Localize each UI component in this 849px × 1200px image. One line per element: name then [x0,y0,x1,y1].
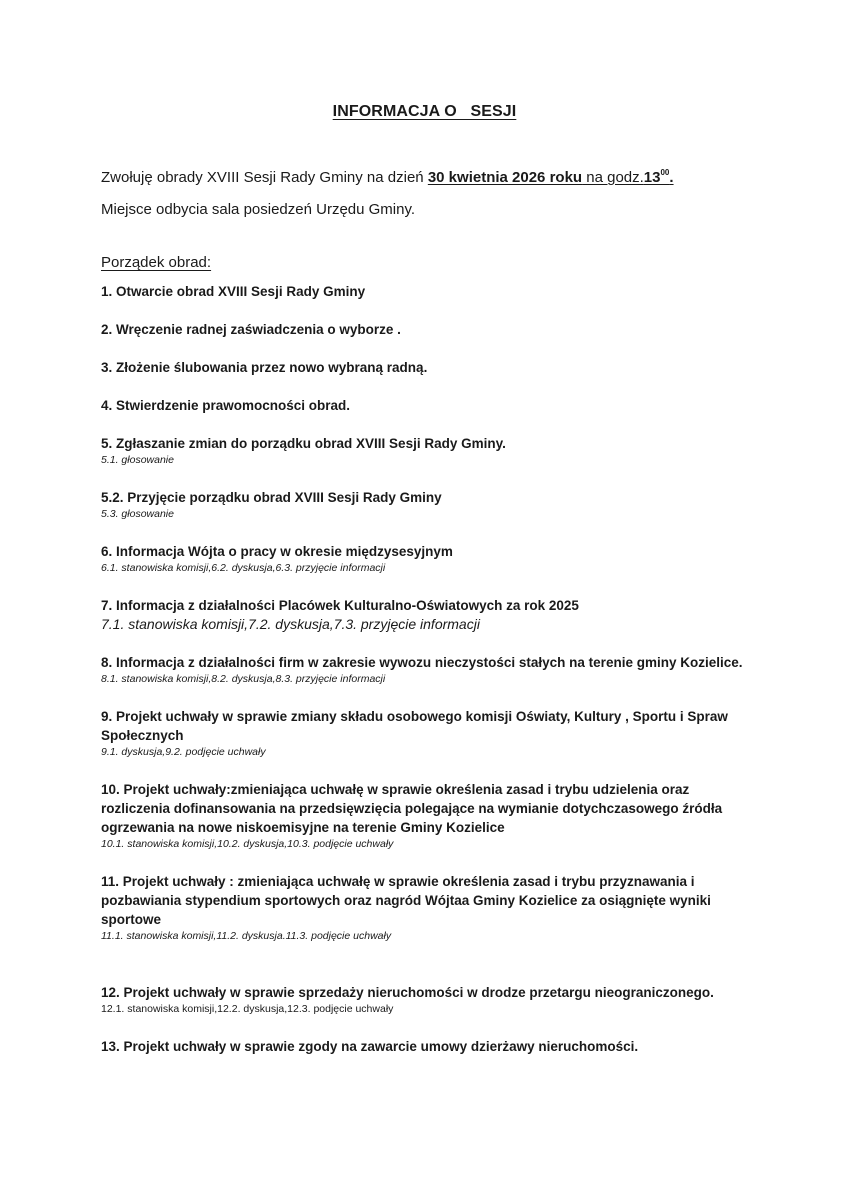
agenda-item-subpoints: 11.1. stanowiska komisji,11.2. dyskusja.11.3. podjęcie uchwały [101,930,392,942]
agenda-item-subpoints: 7.1. stanowiska komisji,7.2. dyskusja,7.3. przyjęcie informacji [101,616,480,632]
agenda-item-4 [101,396,751,415]
agenda-item-title: 10. Projekt uchwały:zmieniająca uchwałę w sprawie określenia zasad i trybu udzielenia oraz rozliczenia dofinansowania na przedsięwzięcia polegające na wymianie dotychczasowego źródła ogrzewania na nowe niskoemisyjne na terenie Gminy Kozielice [101,782,723,835]
agenda-item-title: 5. Zgłaszanie zmian do porządku obrad XVIII Sesji Rady Gminy. [101,436,506,451]
agenda-item-subpoints: 12.1. stanowiska komisji,12.2. dyskusja,12.3. podjęcie uchwały [101,1003,394,1015]
agenda-item-11 [101,872,751,944]
agenda-item-title: 11. Projekt uchwały : zmieniająca uchwałę w sprawie określenia zasad i trybu przyznawania i pozbawiania stypendium sportowych oraz nagród Wójtaa Gminy Kozielice za osiągnięte wyniki sportowe [101,874,711,927]
session-hour: $13^{00}$. [643,168,674,186]
agenda-item-1 [101,282,751,301]
agenda-item-12 [101,983,751,1017]
agenda-item-10 [101,780,751,852]
agenda-item-subpoints: 8.1. stanowiska komisji,8.2. dyskusja,8.3. przyjęcie informacji [101,673,386,685]
agenda-item-3 [101,358,751,377]
agenda-item-title: 4. Stwierdzenie prawomocności obrad. [101,398,351,413]
agenda-item-6 [101,542,751,576]
agenda-item-7 [101,596,751,634]
agenda-item-8 [101,653,751,687]
agenda-list [101,282,751,1056]
agenda-item-title: 5.2. Przyjęcie porządku obrad XVIII Sesji Rady Gminy [101,490,442,505]
agenda-item-title: 3. Złożenie ślubowania przez nowo wybraną radną. [101,360,428,375]
agenda-item-title: 6. Informacja Wójta o pracy w okresie międzysesyjnym [101,544,453,559]
agenda-item-5 [101,434,751,468]
agenda-item-title: 2. Wręczenie radnej zaświadczenia o wyborze . [101,322,401,337]
announcement-prefix: Zwołuję obrady XVIII Sesji Rady Gminy na dzień [101,169,428,186]
agenda-item-5-2 [101,488,751,522]
agenda-item-title: 8. Informacja z działalności firm w zakresie wywozu nieczystości stałych na terenie gminy Kozielice. [101,655,743,670]
agenda-item-subpoints: 10.1. stanowiska komisji,10.2. dyskusja,10.3. podjęcie uchwały [101,838,394,850]
session-date: 30 kwietnia 2026 roku [427,169,583,186]
agenda-item-title: 12. Projekt uchwały w sprawie sprzedaży nieruchomości w drodze przetargu nieograniczonego. [101,985,714,1000]
session-date-line [101,163,761,188]
agenda-heading: Porządek obrad: [101,254,212,271]
agenda-item-subpoints: 5.3. głosowanie [101,508,174,520]
agenda-item-title: 1. Otwarcie obrad XVIII Sesji Rady Gminy [101,284,366,299]
agenda-item-subpoints: 9.1. dyskusja,9.2. podjęcie uchwały [101,746,266,758]
agenda-item-title: 13. Projekt uchwały w sprawie zgody na zawarcie umowy dzierżawy nieruchomości. [101,1039,639,1054]
agenda-item-subpoints: 6.1. stanowiska komisji,6.2. dyskusja,6.3. przyjęcie informacji [101,562,386,574]
agenda-item-9 [101,707,751,760]
agenda-item-title: 9. Projekt uchwały w sprawie zmiany składu osobowego komisji Oświaty, Kultury , Sportu i Spraw Społecznych [101,709,728,743]
session-minutes: 00 [660,168,670,177]
agenda-item-title: 7. Informacja z działalności Placówek Kulturalno-Oświatowych za rok 2025 [101,598,579,613]
session-announcement [101,163,761,220]
agenda-item-subpoints: 5.1. głosowanie [101,454,174,466]
agenda-item-2 [101,320,751,339]
agenda-item-13 [101,1037,751,1056]
document-title: INFORMACJA O SESJI [332,103,517,120]
session-location: Miejsce odbycia sala posiedzeń Urzędu Gminy. [101,201,416,218]
time-label: na godz. [582,169,644,186]
